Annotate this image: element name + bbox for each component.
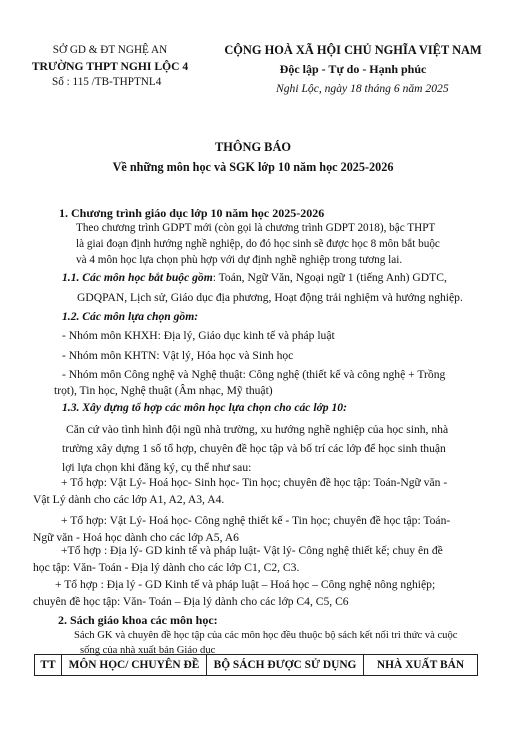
combo-4 bbox=[33, 576, 435, 610]
section-2-heading: 2. Sách giáo khoa các môn học: bbox=[58, 613, 218, 627]
national-motto: Độc lập - Tự do - Hạnh phúc bbox=[279, 62, 427, 76]
subsection-1-3-paragraph bbox=[62, 420, 448, 477]
document-subtitle: Về những môn học và SGK lớp 10 năm học 2025-2026 bbox=[112, 160, 394, 174]
text-line: Căn cứ vào tình hình đội ngũ nhà trường, xu hướng nghề nghiệp của học sinh, nhà bbox=[66, 423, 449, 436]
subsection-1-1-text: : Toán, Ngữ Văn, Ngoại ngữ 1 (tiếng Anh) GDTC, bbox=[212, 271, 447, 284]
col-header-subject: MÔN HỌC/ CHUYÊN ĐỀ bbox=[62, 655, 207, 676]
table-header-row bbox=[35, 655, 478, 676]
combo-3 bbox=[33, 542, 443, 576]
text-line: học tập: Văn- Toán - Địa lý dành cho các lớp C1, C2, C3. bbox=[33, 561, 300, 574]
text-line: Ngữ văn - Hoá học dành cho các lớp A5, A6 bbox=[33, 531, 239, 544]
combo-1 bbox=[33, 474, 447, 508]
textbook-table bbox=[34, 654, 478, 676]
section-1-paragraph bbox=[76, 220, 440, 268]
text-line: lợi lựa chọn khi đăng ký, cụ thể như sau: bbox=[62, 461, 252, 474]
col-header-book-series: BỘ SÁCH ĐƯỢC SỬ DỤNG bbox=[207, 655, 364, 676]
text-line: trường xây dựng 1 số tổ hợp, chuyên đề học tập và bố trí các lớp để học sinh thuận bbox=[62, 442, 446, 455]
text-line: chuyên đề học tập: Văn- Toán – Địa lý dành cho các lớp C4, C5, C6 bbox=[33, 595, 349, 608]
combo-2 bbox=[33, 512, 450, 546]
subsection-1-2-label: 1.2. Các môn lựa chọn gồm: bbox=[62, 310, 199, 323]
subsection-1-3-label: 1.3. Xây dựng tổ hợp các môn học lựa chọn cho các lớp 10: bbox=[62, 401, 347, 414]
document-title: THÔNG BÁO bbox=[214, 140, 292, 154]
subsection-1-1 bbox=[62, 269, 447, 286]
text-line: là giai đoạn định hướng nghề nghiệp, do đó học sinh sẽ được học 8 môn bắt buộc bbox=[76, 238, 440, 250]
subsection-1-1-continued: GDQPAN, Lịch sử, Giáo dục địa phương, Hoạt động trải nghiệm và hướng nghiệp. bbox=[77, 291, 463, 304]
text-line: + Tổ hợp : Địa lý - GD Kinh tế và pháp luật – Hoá học – Công nghệ nông nghiệp; bbox=[55, 578, 436, 591]
text-line: + Tổ hợp: Vật Lý- Hoá học- Sinh học- Tin học; chuyên đề học tập: Toán-Ngữ văn - bbox=[61, 476, 448, 489]
group-technology-arts bbox=[54, 367, 446, 399]
text-line: sống của nhà xuất bản Giáo dục bbox=[80, 645, 216, 656]
text-line: Theo chương trình GDPT mới (còn gọi là chương trình GDPT 2018), bậc THPT bbox=[76, 222, 436, 234]
group-khtn: - Nhóm môn KHTN: Vật lý, Hóa học và Sinh học bbox=[62, 349, 294, 362]
col-header-publisher: NHÀ XUẤT BẢN bbox=[364, 655, 478, 676]
text-line: Vật Lý dành cho các lớp A1, A2, A3, A4. bbox=[33, 493, 225, 506]
text-line: trọt), Tin học, Nghệ thuật (Âm nhạc, Mỹ thuật) bbox=[54, 384, 273, 397]
group-khxh: - Nhóm môn KHXH: Địa lý, Giáo dục kinh tế và pháp luật bbox=[62, 329, 335, 342]
text-line: Sách GK và chuyên đề học tập của các môn học đều thuộc bộ sách kết nối tri thức và cuộc bbox=[74, 630, 458, 641]
text-line: + Tổ hợp: Vật Lý- Hoá học- Công nghệ thiết kế - Tin học; chuyên đề học tập: Toán- bbox=[61, 514, 451, 527]
school-name: TRƯỜNG THPT NGHI LỘC 4 bbox=[31, 60, 189, 73]
col-header-tt: TT bbox=[35, 655, 62, 676]
text-line: - Nhóm môn Công nghệ và Nghệ thuật: Công nghệ (thiết kế và công nghệ + Trồng bbox=[62, 368, 446, 381]
country-name: CỘNG HOÀ XÃ HỘI CHỦ NGHĨA VIỆT NAM bbox=[224, 43, 482, 57]
subsection-1-1-label: 1.1. Các môn học bắt buộc gồm bbox=[62, 271, 213, 284]
text-line: và 4 môn học lựa chọn phù hợp với dự định nghề nghiệp trong tương lai. bbox=[76, 254, 403, 266]
section-1-heading: 1. Chương trình giáo dục lớp 10 năm học 2025-2026 bbox=[59, 206, 325, 220]
place-and-date: Nghi Lộc, ngày 18 tháng 6 năm 2025 bbox=[276, 82, 449, 95]
document-number: Số : 115 /TB-THPTNL4 bbox=[52, 76, 162, 88]
org-department: SỞ GD & ĐT NGHỆ AN bbox=[52, 44, 168, 56]
text-line: +Tổ hợp : Địa lý- GD kinh tế và pháp luật- Vật lý- Công nghệ thiết kế; chuy ên đề bbox=[61, 544, 443, 557]
